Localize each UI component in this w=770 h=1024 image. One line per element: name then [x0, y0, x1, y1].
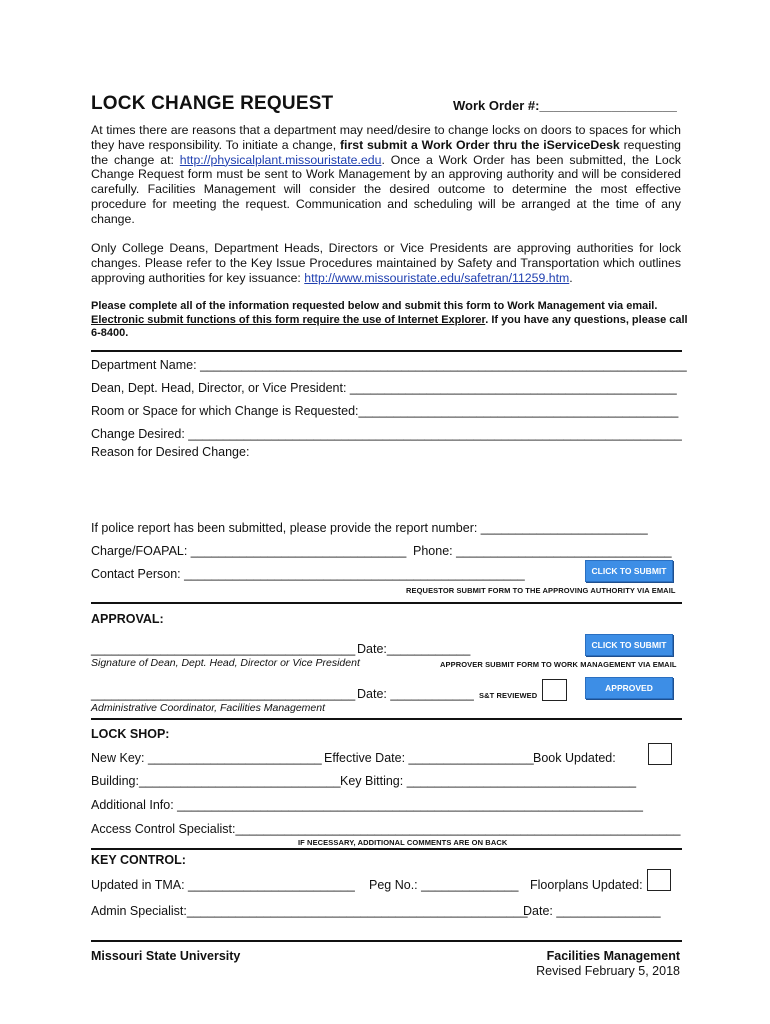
reason-label: Reason for Desired Change:: [91, 445, 250, 459]
floorplans-updated-label: Floorplans Updated:: [530, 878, 643, 892]
note-ie-warning: Electronic submit functions of this form require the use of Internet Explorer: [91, 313, 486, 326]
peg-no-field[interactable]: Peg No.: ______________: [369, 878, 519, 892]
admin-date-field[interactable]: Date: ____________: [357, 687, 474, 701]
requestor-submit-button[interactable]: CLICK TO SUBMIT: [585, 560, 673, 582]
signature-caption: Signature of Dean, Dept. Head, Director or Vice President: [91, 657, 360, 669]
approval-date-field[interactable]: Date:____________: [357, 642, 471, 656]
instructions-note: [91, 300, 691, 341]
authority-text: Only College Deans, Department Heads, Directors or Vice Presidents are approving authorities for lock changes. Please refer to the Key Issue Procedures maintained by Safety and Transportation which outlines approving authorities for key issuance:: [91, 241, 681, 285]
page-title: LOCK CHANGE REQUEST: [91, 93, 334, 114]
department-name-field[interactable]: Department Name: ______________________________________________________________________: [91, 358, 687, 372]
key-bitting-field[interactable]: Key Bitting: _________________________________: [340, 774, 637, 788]
divider: [91, 602, 682, 604]
authority-end: .: [569, 270, 573, 285]
footer-revised-date: Revised February 5, 2018: [536, 964, 680, 978]
physical-plant-link[interactable]: http://physicalplant.missouristate.edu: [179, 152, 382, 167]
intro-text-3: . Once a Work Order has been submitted, the Lock Change Request form must be sent to Work Management by an approving authority and will be considered carefully. Facilities Management will consider the desired outcome to determine the most effective procedure for meeting the request. Communication and scheduling will be arranged at the time of any change.: [91, 152, 682, 226]
dean-field[interactable]: Dean, Dept. Head, Director, or Vice President: _______________________________________________: [91, 381, 677, 395]
building-field[interactable]: Building:_____________________________: [91, 774, 341, 788]
footer-university: Missouri State University: [91, 949, 241, 963]
police-report-field[interactable]: If police report has been submitted, please provide the report number: ________________________: [91, 521, 648, 535]
approver-submit-button[interactable]: CLICK TO SUBMIT: [585, 634, 673, 656]
admin-caption: Administrative Coordinator, Facilities Management: [91, 702, 326, 714]
divider: [91, 848, 682, 850]
reason-textarea[interactable]: [91, 462, 682, 514]
book-updated-checkbox[interactable]: [648, 743, 672, 765]
st-reviewed-checkbox[interactable]: [542, 679, 567, 701]
divider: [91, 940, 682, 942]
divider: [91, 718, 682, 720]
additional-info-field[interactable]: Additional Info: ___________________________________________________________________: [91, 798, 643, 812]
updated-in-tma-field[interactable]: Updated in TMA: ________________________: [91, 878, 355, 892]
intro-paragraph: [91, 123, 681, 227]
approval-heading: APPROVAL:: [91, 612, 164, 626]
st-reviewed-label: S&T REVIEWED: [479, 691, 538, 700]
contact-person-field[interactable]: Contact Person: _________________________________________________: [91, 567, 525, 581]
effective-date-field[interactable]: Effective Date: __________________: [324, 751, 534, 765]
key-control-heading: KEY CONTROL:: [91, 853, 186, 867]
intro-text-2: requesting the change at:: [91, 137, 681, 167]
floorplans-updated-checkbox[interactable]: [647, 869, 671, 891]
admin-specialist-field[interactable]: Admin Specialist:_________________________________________________: [91, 904, 528, 918]
change-desired-field[interactable]: Change Desired: _______________________________________________________________________: [91, 427, 682, 441]
access-control-specialist-field[interactable]: Access Control Specialist:________________________________________________________________: [91, 822, 681, 836]
divider: [91, 350, 682, 352]
book-updated-label: Book Updated:: [533, 751, 616, 765]
authority-paragraph: [91, 241, 681, 285]
note-text-2: . If you have any questions, please call 6-8400.: [91, 313, 688, 339]
admin-signature-line[interactable]: ______________________________________: [91, 687, 356, 701]
note-text-1: Please complete all of the information requested below and submit this form to Work Management via email.: [91, 300, 658, 312]
new-key-field[interactable]: New Key: _________________________: [91, 751, 322, 765]
approved-button[interactable]: APPROVED: [585, 677, 673, 699]
key-control-date-field[interactable]: Date: _______________: [523, 904, 661, 918]
lock-shop-heading: LOCK SHOP:: [91, 727, 170, 741]
charge-foapal-field[interactable]: Charge/FOAPAL: _______________________________: [91, 544, 407, 558]
approver-signature-line[interactable]: ______________________________________: [91, 642, 356, 656]
safetran-link[interactable]: http://www.missouristate.edu/safetran/11259.htm: [304, 270, 570, 285]
footer-department: Facilities Management: [546, 949, 680, 963]
work-order-field[interactable]: Work Order #:___________________: [453, 98, 677, 113]
room-field[interactable]: Room or Space for which Change is Requested:______________________________________________: [91, 404, 679, 418]
approver-submit-caption: APPROVER SUBMIT FORM TO WORK MANAGEMENT VIA EMAIL: [440, 660, 677, 669]
requestor-submit-caption: REQUESTOR SUBMIT FORM TO THE APPROVING AUTHORITY VIA EMAIL: [406, 586, 676, 595]
intro-bold: first submit a Work Order thru the iServiceDesk: [339, 137, 620, 152]
intro-text-1: At times there are reasons that a department may need/desire to change locks on doors to spaces for which they have responsibility. To initiate a change,: [91, 123, 681, 152]
comments-caption: IF NECESSARY, ADDITIONAL COMMENTS ARE ON BACK: [298, 838, 508, 847]
phone-field[interactable]: Phone: _______________________________: [413, 544, 672, 558]
